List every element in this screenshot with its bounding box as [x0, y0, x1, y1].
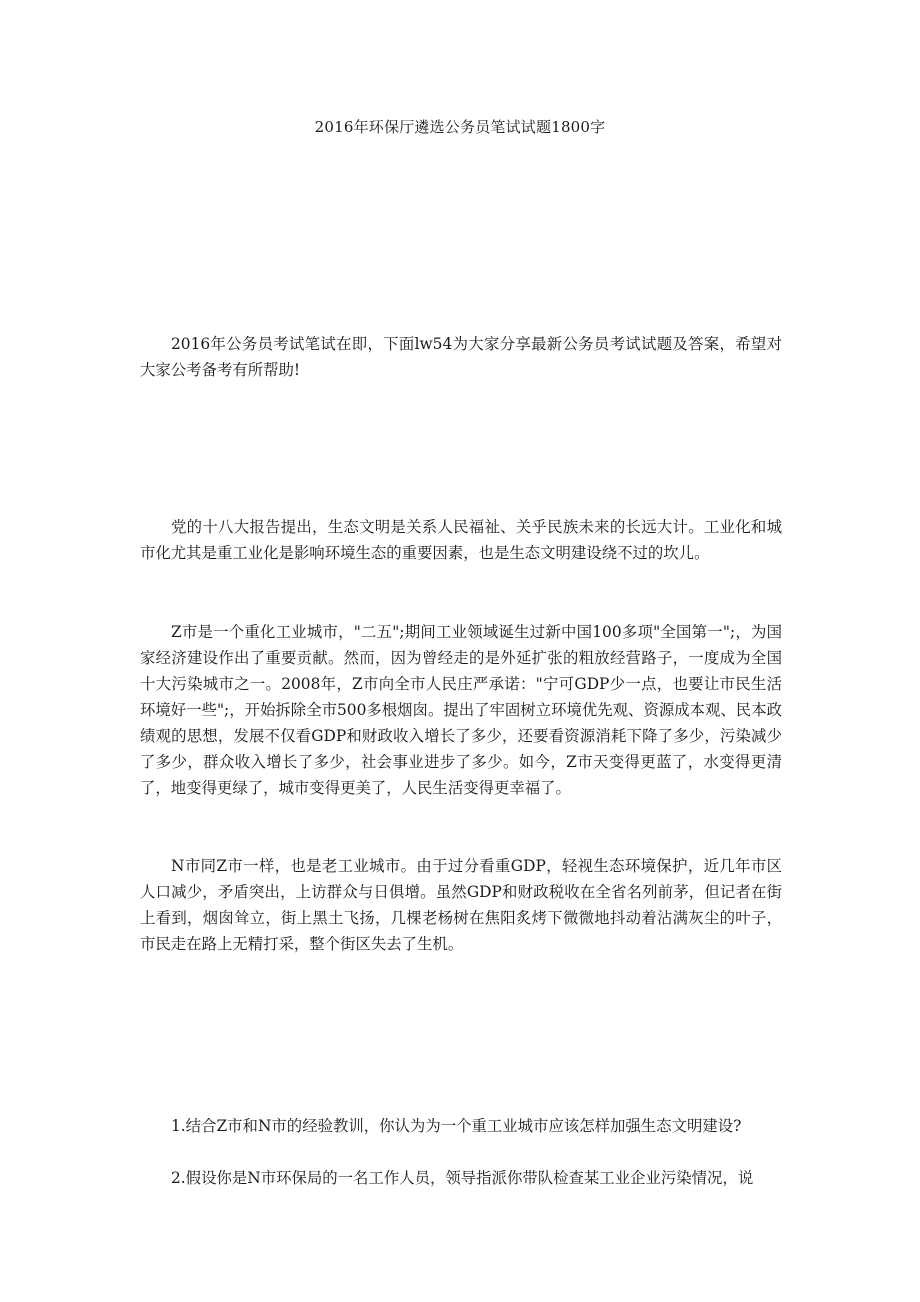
document-title: 2016年环保厅遴选公务员笔试试题1800字	[314, 118, 606, 136]
intro-paragraph: 2016年公务员考试笔试在即，下面lw54为大家分享最新公务员考试试题及答案，希望对大家公考备考有所帮助!	[140, 335, 782, 379]
question-1: 1.结合Z市和N市的经验教训，你认为为一个重工业城市应该怎样加强生态文明建设?	[171, 1117, 742, 1135]
n-city-paragraph: N市同Z市一样，也是老工业城市。由于过分看重GDP，轻视生态环境保护，近几年市区人口减少，矛盾突出，上访群众与日俱增。虽然GDP和财政税收在全省名列前茅，但记者在街上看到，烟囱耸立，街上黑土飞扬，几棵老杨树在焦阳炙烤下微微地抖动着沾满灰尘的叶子，市民走在路上无精打采，整个街区失去了生机。	[140, 857, 782, 953]
z-city-paragraph: Z市是一个重化工业城市，"二五";期间工业领域诞生过新中国100多项"全国第一";，为国家经济建设作出了重要贡献。然而，因为曾经走的是外延扩张的粗放经营路子，一度成为全国十大污染城市之一。2008年，Z市向全市人民庄严承诺："宁可GDP少一点，也要让市民生活环境好一些";，开始拆除全市500多根烟囱。提出了牢固树立环境优先观、资源成本观、民本政绩观的思想，发展不仅看GDP和财政收入增长了多少，还要看资源消耗下降了多少，污染减少了多少，群众收入增长了多少，社会事业进步了多少。如今，Z市天变得更蓝了，水变得更清了，地变得更绿了，城市变得更美了，人民生活变得更幸福了。	[140, 623, 782, 797]
background-paragraph: 党的十八大报告提出，生态文明是关系人民福祉、关乎民族未来的长远大计。工业化和城市化尤其是重工业化是影响环境生态的重要因素，也是生态文明建设绕不过的坎儿。	[140, 518, 782, 562]
question-2: 2.假设你是N市环保局的一名工作人员，领导指派你带队检查某工业企业污染情况，说	[171, 1169, 754, 1187]
